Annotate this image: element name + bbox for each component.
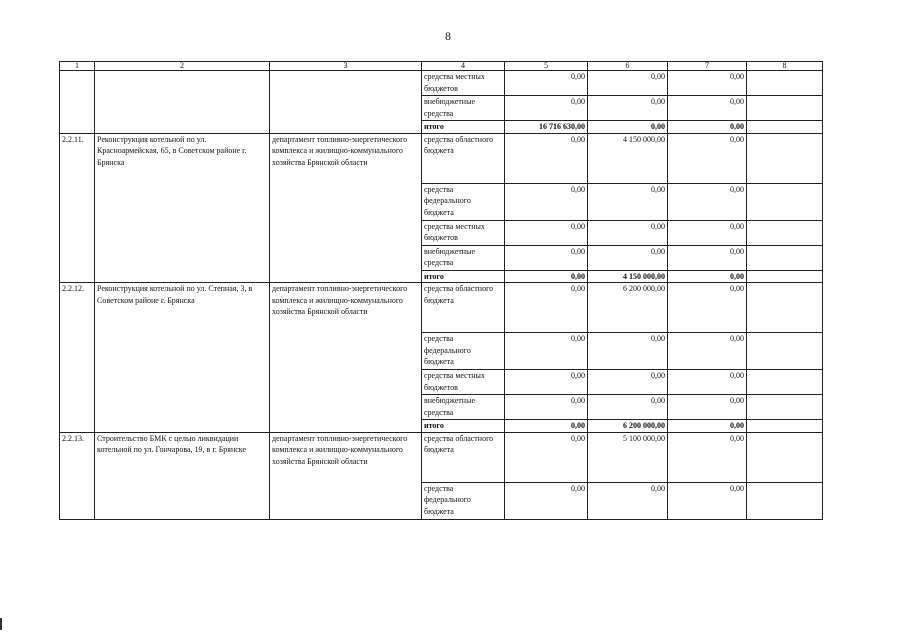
value-col7: 0,00 [668,121,747,134]
column-header: 2 [95,62,270,71]
item-title: Реконструкция котельной по ул. Красноармейская, 65, в Советском районе г. Брянска [95,133,270,283]
value-col8 [747,245,823,270]
table-row [60,432,823,482]
page-number: 8 [445,29,451,43]
value-col5: 0,00 [505,96,588,121]
value-col7: 0,00 [668,370,747,395]
value-col5: 0,00 [505,71,588,96]
value-col8 [747,432,823,482]
value-col6: 5 100 000,00 [588,432,668,482]
item-department: департамент топливно-энергетического комплекса и жилищно-коммунального хозяйства Брянской области [270,432,422,519]
item-title [95,71,270,134]
value-col7: 0,00 [668,283,747,333]
budget-table [59,61,823,520]
value-col8 [747,333,823,370]
value-col8 [747,395,823,420]
column-numbers-row [60,62,823,71]
value-col5: 0,00 [505,370,588,395]
value-col6: 4 150 000,00 [588,270,668,283]
item-number: 2.2.13. [60,432,95,519]
funding-source: средства местных бюджетов [422,370,505,395]
value-col6: 0,00 [588,121,668,134]
value-col7: 0,00 [668,420,747,433]
funding-source: средства федерального бюджета [422,482,505,519]
table-row [60,133,823,183]
value-col8 [747,96,823,121]
value-col5: 0,00 [505,133,588,183]
value-col7: 0,00 [668,482,747,519]
value-col6: 0,00 [588,333,668,370]
funding-source: итого [422,121,505,134]
item-department: департамент топливно-энергетического комплекса и жилищно-коммунального хозяйства Брянской области [270,133,422,283]
value-col6: 0,00 [588,220,668,245]
value-col7: 0,00 [668,245,747,270]
funding-source: итого [422,270,505,283]
value-col5: 0,00 [505,333,588,370]
value-col8 [747,420,823,433]
value-col5: 16 716 630,00 [505,121,588,134]
item-number: 2.2.12. [60,283,95,433]
value-col7: 0,00 [668,71,747,96]
funding-source: средства областного бюджета [422,133,505,183]
value-col5: 0,00 [505,420,588,433]
funding-source: средства местных бюджетов [422,220,505,245]
value-col8 [747,220,823,245]
value-col5: 0,00 [505,183,588,220]
funding-source: внебюджетные средства [422,96,505,121]
value-col8 [747,482,823,519]
value-col6: 0,00 [588,370,668,395]
value-col6: 0,00 [588,71,668,96]
value-col5: 0,00 [505,482,588,519]
scan-edge-mark [0,618,2,630]
item-department [270,71,422,134]
funding-source: средства федерального бюджета [422,183,505,220]
value-col5: 0,00 [505,283,588,333]
item-department: департамент топливно-энергетического комплекса и жилищно-коммунального хозяйства Брянской области [270,283,422,433]
value-col6: 6 200 000,00 [588,420,668,433]
column-header: 5 [505,62,588,71]
value-col6: 0,00 [588,395,668,420]
value-col6: 0,00 [588,482,668,519]
column-header: 4 [422,62,505,71]
value-col5: 0,00 [505,432,588,482]
funding-source: средства местных бюджетов [422,71,505,96]
value-col5: 0,00 [505,395,588,420]
value-col5: 0,00 [505,220,588,245]
value-col7: 0,00 [668,270,747,283]
value-col8 [747,133,823,183]
column-header: 3 [270,62,422,71]
column-header: 8 [747,62,823,71]
value-col6: 0,00 [588,96,668,121]
value-col8 [747,283,823,333]
funding-source: средства областного бюджета [422,432,505,482]
value-col6: 4 150 000,00 [588,133,668,183]
column-header: 7 [668,62,747,71]
item-number: 2.2.11. [60,133,95,283]
value-col8 [747,71,823,96]
value-col7: 0,00 [668,220,747,245]
value-col7: 0,00 [668,395,747,420]
funding-source: средства федерального бюджета [422,333,505,370]
value-col8 [747,183,823,220]
value-col8 [747,121,823,134]
funding-source: внебюджетные средства [422,395,505,420]
item-number [60,71,95,134]
value-col5: 0,00 [505,270,588,283]
value-col5: 0,00 [505,245,588,270]
table-row [60,283,823,333]
item-title: Строительство БМК с целью ликвидации котельной по ул. Гончарова, 19, в г. Брянске [95,432,270,519]
funding-source: средства областного бюджета [422,283,505,333]
value-col7: 0,00 [668,333,747,370]
funding-source: внебюджетные средства [422,245,505,270]
value-col7: 0,00 [668,96,747,121]
column-header: 1 [60,62,95,71]
item-title: Реконструкция котельной по ул. Степная, 3, в Советском районе г. Брянска [95,283,270,433]
value-col6: 6 200 000,00 [588,283,668,333]
column-header: 6 [588,62,668,71]
value-col8 [747,270,823,283]
value-col7: 0,00 [668,133,747,183]
funding-source: итого [422,420,505,433]
value-col6: 0,00 [588,245,668,270]
value-col8 [747,370,823,395]
value-col7: 0,00 [668,183,747,220]
value-col6: 0,00 [588,183,668,220]
table-row [60,71,823,96]
value-col7: 0,00 [668,432,747,482]
